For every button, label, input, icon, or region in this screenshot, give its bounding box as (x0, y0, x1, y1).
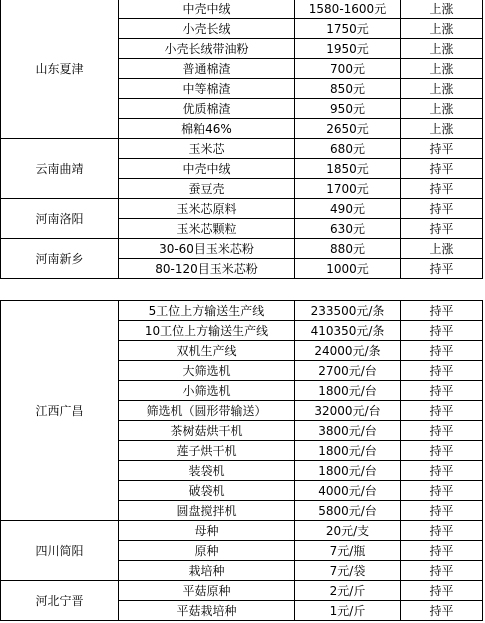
price-cell: 233500元/条 (295, 301, 401, 321)
trend-cell: 持平 (401, 381, 483, 401)
product-cell: 80-120目玉米芯粉 (119, 259, 295, 279)
trend-cell: 持平 (401, 461, 483, 481)
price-cell: 4000元/台 (295, 481, 401, 501)
table-row (1, 301, 483, 321)
product-cell: 小壳长绒带油粉 (119, 39, 295, 59)
price-cell: 5800元/台 (295, 501, 401, 521)
price-table-top (0, 0, 483, 279)
price-cell: 410350元/条 (295, 321, 401, 341)
trend-cell: 持平 (401, 341, 483, 361)
trend-cell: 持平 (401, 301, 483, 321)
region-cell: 江西广昌 (1, 301, 119, 521)
region-cell: 山东夏津 (1, 0, 119, 139)
price-cell: 1800元/台 (295, 461, 401, 481)
trend-cell: 上涨 (401, 99, 483, 119)
trend-cell: 持平 (401, 159, 483, 179)
price-cell: 24000元/条 (295, 341, 401, 361)
price-table-bottom (0, 300, 483, 621)
product-cell: 5工位上方输送生产线 (119, 301, 295, 321)
price-cell: 2元/斤 (295, 581, 401, 601)
price-cell: 680元 (295, 139, 401, 159)
price-cell: 7元/瓶 (295, 541, 401, 561)
product-cell: 平菇栽培种 (119, 601, 295, 621)
price-cell: 20元/支 (295, 521, 401, 541)
product-cell: 双机生产线 (119, 341, 295, 361)
price-cell: 880元 (295, 239, 401, 259)
table-row (1, 581, 483, 601)
price-cell: 1700元 (295, 179, 401, 199)
table-row (1, 239, 483, 259)
table-body (1, 0, 483, 279)
product-cell: 装袋机 (119, 461, 295, 481)
price-cell: 1800元/台 (295, 381, 401, 401)
trend-cell: 上涨 (401, 79, 483, 99)
trend-cell: 持平 (401, 139, 483, 159)
trend-cell: 持平 (401, 501, 483, 521)
price-cell: 630元 (295, 219, 401, 239)
trend-cell: 上涨 (401, 39, 483, 59)
price-cell: 1850元 (295, 159, 401, 179)
price-cell: 2650元 (295, 119, 401, 139)
region-cell: 河南新乡 (1, 239, 119, 279)
price-cell: 1800元/台 (295, 441, 401, 461)
product-cell: 茶树菇烘干机 (119, 421, 295, 441)
product-cell: 中壳中绒 (119, 159, 295, 179)
region-cell: 云南曲靖 (1, 139, 119, 199)
product-cell: 母种 (119, 521, 295, 541)
price-cell: 1750元 (295, 19, 401, 39)
region-cell: 河南洛阳 (1, 199, 119, 239)
table-row (1, 0, 483, 19)
trend-cell: 上涨 (401, 119, 483, 139)
table-row (1, 199, 483, 219)
product-cell: 莲子烘干机 (119, 441, 295, 461)
price-cell: 1000元 (295, 259, 401, 279)
product-cell: 10工位上方输送生产线 (119, 321, 295, 341)
trend-cell: 持平 (401, 259, 483, 279)
product-cell: 蚕豆壳 (119, 179, 295, 199)
trend-cell: 持平 (401, 401, 483, 421)
table-row (1, 139, 483, 159)
product-cell: 普通棉渣 (119, 59, 295, 79)
price-cell: 1580-1600元 (295, 0, 401, 19)
trend-cell: 持平 (401, 421, 483, 441)
product-cell: 中壳中绒 (119, 0, 295, 19)
trend-cell: 上涨 (401, 19, 483, 39)
trend-cell: 持平 (401, 441, 483, 461)
product-cell: 小筛选机 (119, 381, 295, 401)
product-cell: 大筛选机 (119, 361, 295, 381)
product-cell: 玉米芯颗粒 (119, 219, 295, 239)
price-cell: 850元 (295, 79, 401, 99)
price-cell: 7元/袋 (295, 561, 401, 581)
product-cell: 玉米芯 (119, 139, 295, 159)
product-cell: 筛选机（圆形带输送） (119, 401, 295, 421)
product-cell: 小壳长绒 (119, 19, 295, 39)
price-cell: 3800元/台 (295, 421, 401, 441)
price-cell: 2700元/台 (295, 361, 401, 381)
trend-cell: 持平 (401, 361, 483, 381)
region-cell: 河北宁晋 (1, 581, 119, 621)
product-cell: 平菇原种 (119, 581, 295, 601)
trend-cell: 持平 (401, 541, 483, 561)
product-cell: 圆盘搅拌机 (119, 501, 295, 521)
product-cell: 优质棉渣 (119, 99, 295, 119)
trend-cell: 持平 (401, 521, 483, 541)
table-body (1, 301, 483, 621)
trend-cell: 持平 (401, 481, 483, 501)
product-cell: 棉粕46% (119, 119, 295, 139)
price-cell: 490元 (295, 199, 401, 219)
product-cell: 中等棉渣 (119, 79, 295, 99)
trend-cell: 持平 (401, 601, 483, 621)
table-row (1, 521, 483, 541)
trend-cell: 持平 (401, 219, 483, 239)
price-cell: 32000元/台 (295, 401, 401, 421)
trend-cell: 上涨 (401, 239, 483, 259)
trend-cell: 上涨 (401, 59, 483, 79)
price-cell: 1元/斤 (295, 601, 401, 621)
price-cell: 700元 (295, 59, 401, 79)
region-cell: 四川简阳 (1, 521, 119, 581)
trend-cell: 持平 (401, 199, 483, 219)
product-cell: 玉米芯原料 (119, 199, 295, 219)
price-cell: 1950元 (295, 39, 401, 59)
trend-cell: 上涨 (401, 0, 483, 19)
trend-cell: 持平 (401, 179, 483, 199)
product-cell: 破袋机 (119, 481, 295, 501)
product-cell: 栽培种 (119, 561, 295, 581)
trend-cell: 持平 (401, 561, 483, 581)
price-cell: 950元 (295, 99, 401, 119)
trend-cell: 持平 (401, 581, 483, 601)
trend-cell: 持平 (401, 321, 483, 341)
product-cell: 原种 (119, 541, 295, 561)
product-cell: 30-60目玉米芯粉 (119, 239, 295, 259)
